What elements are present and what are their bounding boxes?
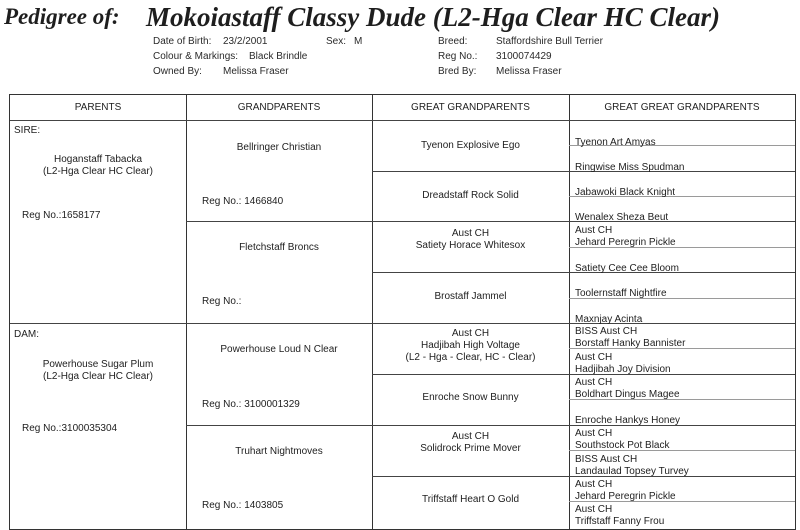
sire-label: SIRE: [14,125,41,136]
ggg-4: Wenalex Sheza Beut [575,212,669,223]
grandparent-4-name: Truhart Nightmoves [235,446,323,457]
great-grandparent-7: Solidrock Prime Mover [420,443,521,454]
ggg-16: Triffstaff Fanny Frou [575,516,665,527]
grandparent-1-reg: Reg No.: 1466840 [202,196,284,207]
ggg-12: Enroche Hankys Honey [575,415,681,426]
sire-reg: Reg No.:1658177 [22,210,101,221]
ggg-15-title: Aust CH [575,479,613,490]
ggg-5-title: Aust CH [575,225,613,236]
grandparent-3-reg: Reg No.: 3100001329 [202,399,300,410]
dam-status: (L2-Hga Clear HC Clear) [42,371,154,382]
dam-label: DAM: [14,329,39,340]
breed-value: Staffordshire Bull Terrier [496,36,603,47]
ggg-5: Jehard Peregrin Pickle [575,237,676,248]
ggg-8: Maxnjay Acinta [575,314,643,325]
pedigree-table [9,94,796,530]
great-grandparent-1: Tyenon Explosive Ego [421,140,520,151]
great-grandparent-3-title: Aust CH [451,228,490,239]
owned-value: Melissa Fraser [223,66,289,77]
grandparent-2-name: Fletchstaff Broncs [239,242,319,253]
breed-label: Breed: [438,36,468,47]
dog-name-title: Mokoiastaff Classy Dude (L2-Hga Clear HC Clear) [146,2,721,32]
great-grandparent-2: Dreadstaff Rock Solid [422,190,519,201]
ggg-3: Jabawoki Black Knight [575,187,676,198]
ggg-13-title: Aust CH [575,428,613,439]
sire-name: Hoganstaff Tabacka [53,154,143,165]
sex-value: M [354,36,363,47]
great-grandparent-4: Brostaff Jammel [434,291,507,302]
reg-value: 3100074429 [496,51,552,62]
ggg-7: Toolernstaff Nightfire [575,288,667,299]
ggg-9: Borstaff Hanky Bannister [575,338,686,349]
header-great-great-grandparents: GREAT GREAT GRANDPARENTS [604,102,760,113]
sex-label: Sex: [326,36,347,47]
ggg-15: Jehard Peregrin Pickle [575,491,676,502]
dob-value: 23/2/2001 [223,36,268,47]
column-divider [372,95,373,529]
great-grandparent-5: Hadjibah High Voltage [421,340,520,351]
header-parents: PARENTS [74,102,122,113]
great-grandparent-5-status: (L2 - Hga - Clear, HC - Clear) [405,352,536,363]
ggg-14-title: BISS Aust CH [575,454,638,465]
ggg-1: Tyenon Art Amyas [575,137,656,148]
ggg-11: Boldhart Dingus Magee [575,389,680,400]
great-grandparent-8: Triffstaff Heart O Gold [421,494,520,505]
ggg-14: Landaulad Topsey Turvey [575,466,689,477]
grandparent-2-reg: Reg No.: [202,296,242,307]
dam-reg: Reg No.:3100035304 [22,423,118,434]
great-grandparent-6: Enroche Snow Bunny [422,392,519,403]
header-great-grandparents: GREAT GRANDPARENTS [411,102,530,113]
grandparent-divider [186,425,795,426]
grandparent-4-reg: Reg No.: 1403805 [202,500,284,511]
ggg-16-title: Aust CH [575,504,613,515]
dam-name: Powerhouse Sugar Plum [42,359,154,370]
header-divider [10,120,795,121]
owned-label: Owned By: [153,66,202,77]
header-grandparents: GRANDPARENTS [237,102,321,113]
ggg-9-title: BISS Aust CH [575,326,638,337]
sire-status: (L2-Hga Clear HC Clear) [42,166,154,177]
grandparent-3-name: Powerhouse Loud N Clear [220,344,338,355]
ggg-6: Satiety Cee Cee Bloom [575,263,679,274]
colour-label: Colour & Markings: [153,51,239,62]
dob-label: Date of Birth: [153,36,212,47]
sire-dam-divider [10,323,795,324]
title-label: Pedigree of: [4,4,120,29]
column-divider [569,95,570,529]
bred-label: Bred By: [438,66,477,77]
ggg-11-title: Aust CH [575,377,613,388]
reg-label: Reg No.: [438,51,478,62]
ggg-10: Hadjibah Joy Division [575,364,671,375]
ggg-13: Southstock Pot Black [575,440,670,451]
column-divider [186,95,187,529]
great-grandparent-5-title: Aust CH [451,328,490,339]
ggg-2: Ringwise Miss Spudman [575,162,685,173]
great-grandparent-7-title: Aust CH [451,431,490,442]
grandparent-1-name: Bellringer Christian [236,142,322,153]
bred-value: Melissa Fraser [496,66,562,77]
colour-value: Black Brindle [249,51,308,62]
great-grandparent-3: Satiety Horace Whitesox [415,240,526,251]
ggg-10-title: Aust CH [575,352,613,363]
grandparent-divider [186,221,795,222]
